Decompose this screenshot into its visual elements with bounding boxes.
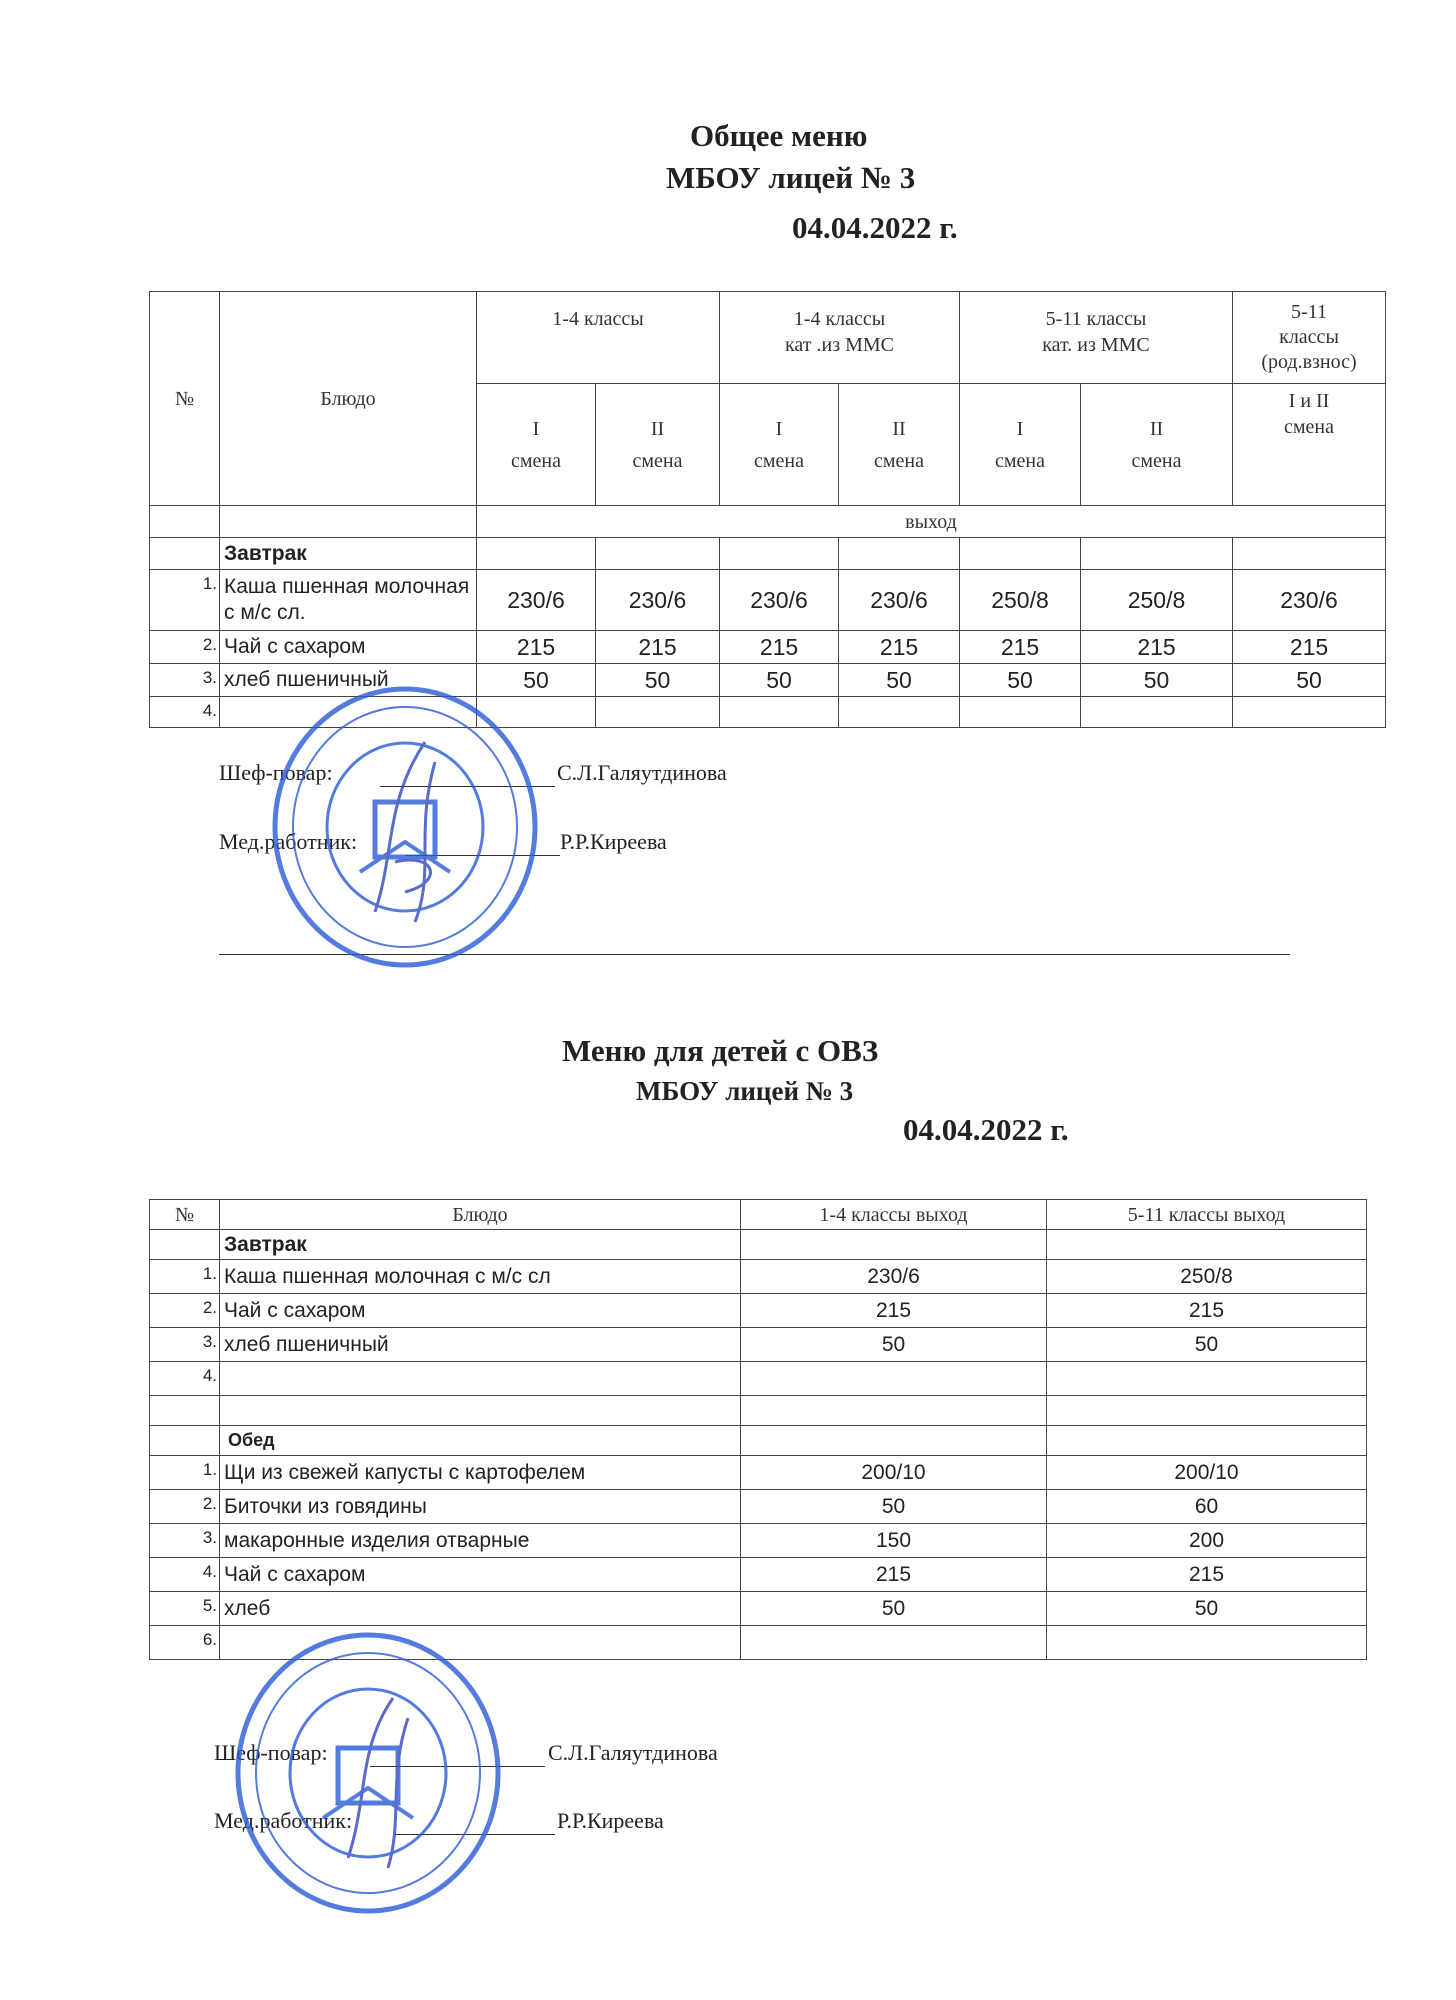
chef-label: Шеф-повар: <box>214 1740 328 1765</box>
table-row <box>150 1490 1367 1524</box>
value-cell: 215 <box>1047 1294 1367 1328</box>
table-row <box>150 1626 1367 1660</box>
value-cell: 230/6 <box>1233 570 1386 631</box>
menu1-school: МБОУ лицей № 3 <box>666 160 916 195</box>
menu2-date: 04.04.2022 г. <box>903 1112 1069 1147</box>
section-breakfast: Завтрак <box>220 1230 741 1260</box>
dish-name: макаронные изделия отварные <box>220 1524 741 1558</box>
value-cell: 50 <box>741 1592 1047 1626</box>
value-cell: 215 <box>839 631 960 664</box>
value-cell: 50 <box>720 664 839 697</box>
menu2-title: Меню для детей с ОВЗ <box>562 1033 879 1068</box>
value-cell: 230/6 <box>839 570 960 631</box>
dish-name: Чай с сахаром <box>220 631 477 664</box>
col-num-header: № <box>150 292 220 506</box>
value-cell: 50 <box>960 664 1081 697</box>
row-num: 1. <box>150 1260 220 1294</box>
value-cell: 200/10 <box>1047 1456 1367 1490</box>
row-num: 2. <box>150 631 220 664</box>
value-cell: 215 <box>960 631 1081 664</box>
dish-name: хлеб пшеничный <box>220 1328 741 1362</box>
dish-name: хлеб пшеничный <box>220 664 477 697</box>
table-row <box>150 664 1386 697</box>
row-num: 3. <box>150 1328 220 1362</box>
table-row <box>150 1328 1367 1362</box>
dish-name: хлеб <box>220 1592 741 1626</box>
medic-signature-line <box>395 1834 555 1835</box>
dish-name: Чай с сахаром <box>220 1558 741 1592</box>
value-cell: 50 <box>1233 664 1386 697</box>
value-cell: 215 <box>596 631 720 664</box>
table-row <box>150 1558 1367 1592</box>
medic-signature-line <box>405 855 560 856</box>
chef-name: С.Л.Галяутдинова <box>557 760 727 785</box>
menu1-table <box>149 291 1386 728</box>
medic-label: Мед.работник: <box>214 1808 353 1833</box>
dish-name: Каша пшенная молочная с м/с сл. <box>220 570 477 631</box>
group-header: 1-4 классы кат .из ММС <box>720 292 960 384</box>
dish-name: Каша пшенная молочная с м/с сл <box>220 1260 741 1294</box>
section-breakfast: Завтрак <box>220 538 477 570</box>
value-cell: 215 <box>741 1558 1047 1592</box>
menu2-table <box>149 1199 1367 1660</box>
row-num: 5. <box>150 1592 220 1626</box>
value-cell: 215 <box>1233 631 1386 664</box>
value-cell: 150 <box>741 1524 1047 1558</box>
table-row <box>150 1294 1367 1328</box>
medic-label: Мед.работник: <box>219 829 358 854</box>
medic-name: Р.Р.Киреева <box>560 829 667 854</box>
table-row <box>150 1456 1367 1490</box>
value-cell: 250/8 <box>1047 1260 1367 1294</box>
menu1-date: 04.04.2022 г. <box>792 210 958 245</box>
row-num: 2. <box>150 1294 220 1328</box>
chef-name: С.Л.Галяутдинова <box>548 1740 718 1765</box>
value-cell: 50 <box>1047 1592 1367 1626</box>
value-cell: 60 <box>1047 1490 1367 1524</box>
shift-header: II смена <box>839 384 960 506</box>
col-5-11-header: 5-11 классы выход <box>1047 1200 1367 1230</box>
col-1-4-header: 1-4 классы выход <box>741 1200 1047 1230</box>
table-row <box>150 570 1386 631</box>
col-dish-header: Блюдо <box>220 292 477 506</box>
row-num: 3. <box>150 1524 220 1558</box>
value-cell: 230/6 <box>720 570 839 631</box>
chef-signature-line <box>370 1766 545 1767</box>
table-row <box>150 1260 1367 1294</box>
shift-header: I смена <box>477 384 596 506</box>
value-cell: 250/8 <box>960 570 1081 631</box>
value-cell: 50 <box>477 664 596 697</box>
shift-header: II смена <box>1081 384 1233 506</box>
value-cell: 50 <box>741 1490 1047 1524</box>
value-cell: 215 <box>1081 631 1233 664</box>
shift-header: I и II смена <box>1233 384 1386 506</box>
chef-label: Шеф-повар: <box>219 760 333 785</box>
table-row <box>150 1524 1367 1558</box>
value-cell: 215 <box>741 1294 1047 1328</box>
row-num: 6. <box>150 1626 220 1660</box>
col-num-header: № <box>150 1200 220 1230</box>
row-num: 1. <box>150 570 220 631</box>
row-num: 4. <box>150 1362 220 1396</box>
chef-signature-line <box>380 786 555 787</box>
col-dish-header: Блюдо <box>220 1200 741 1230</box>
official-stamp <box>228 1628 508 1918</box>
table-row <box>150 1592 1367 1626</box>
menu1-title: Общее меню <box>690 118 868 153</box>
dish-name: Щи из свежей капусты с картофелем <box>220 1456 741 1490</box>
row-num: 2. <box>150 1490 220 1524</box>
value-cell: 215 <box>1047 1558 1367 1592</box>
row-num: 4. <box>150 697 220 728</box>
medic-name: Р.Р.Киреева <box>557 1808 664 1833</box>
value-cell: 215 <box>720 631 839 664</box>
section-divider <box>219 954 1290 955</box>
table-row <box>150 631 1386 664</box>
dish-name: Биточки из говядины <box>220 1490 741 1524</box>
output-header: выход <box>477 506 1386 538</box>
value-cell: 215 <box>477 631 596 664</box>
value-cell: 200 <box>1047 1524 1367 1558</box>
value-cell: 50 <box>596 664 720 697</box>
value-cell: 200/10 <box>741 1456 1047 1490</box>
menu2-school: МБОУ лицей № 3 <box>636 1076 854 1106</box>
value-cell: 250/8 <box>1081 570 1233 631</box>
row-num: 1. <box>150 1456 220 1490</box>
shift-header: I смена <box>720 384 839 506</box>
shift-header: I смена <box>960 384 1081 506</box>
shift-header: II смена <box>596 384 720 506</box>
table-row <box>150 697 1386 728</box>
table-row <box>150 1362 1367 1396</box>
row-num: 3. <box>150 664 220 697</box>
value-cell: 50 <box>1047 1328 1367 1362</box>
value-cell: 230/6 <box>741 1260 1047 1294</box>
value-cell: 50 <box>741 1328 1047 1362</box>
value-cell: 230/6 <box>477 570 596 631</box>
section-lunch: Обед <box>220 1426 741 1456</box>
dish-name: Чай с сахаром <box>220 1294 741 1328</box>
value-cell: 50 <box>1081 664 1233 697</box>
value-cell: 50 <box>839 664 960 697</box>
row-num: 4. <box>150 1558 220 1592</box>
group-header: 1-4 классы <box>477 292 720 384</box>
group-header: 5-11 классы (род.взнос) <box>1233 292 1386 384</box>
group-header: 5-11 классы кат. из ММС <box>960 292 1233 384</box>
value-cell: 230/6 <box>596 570 720 631</box>
